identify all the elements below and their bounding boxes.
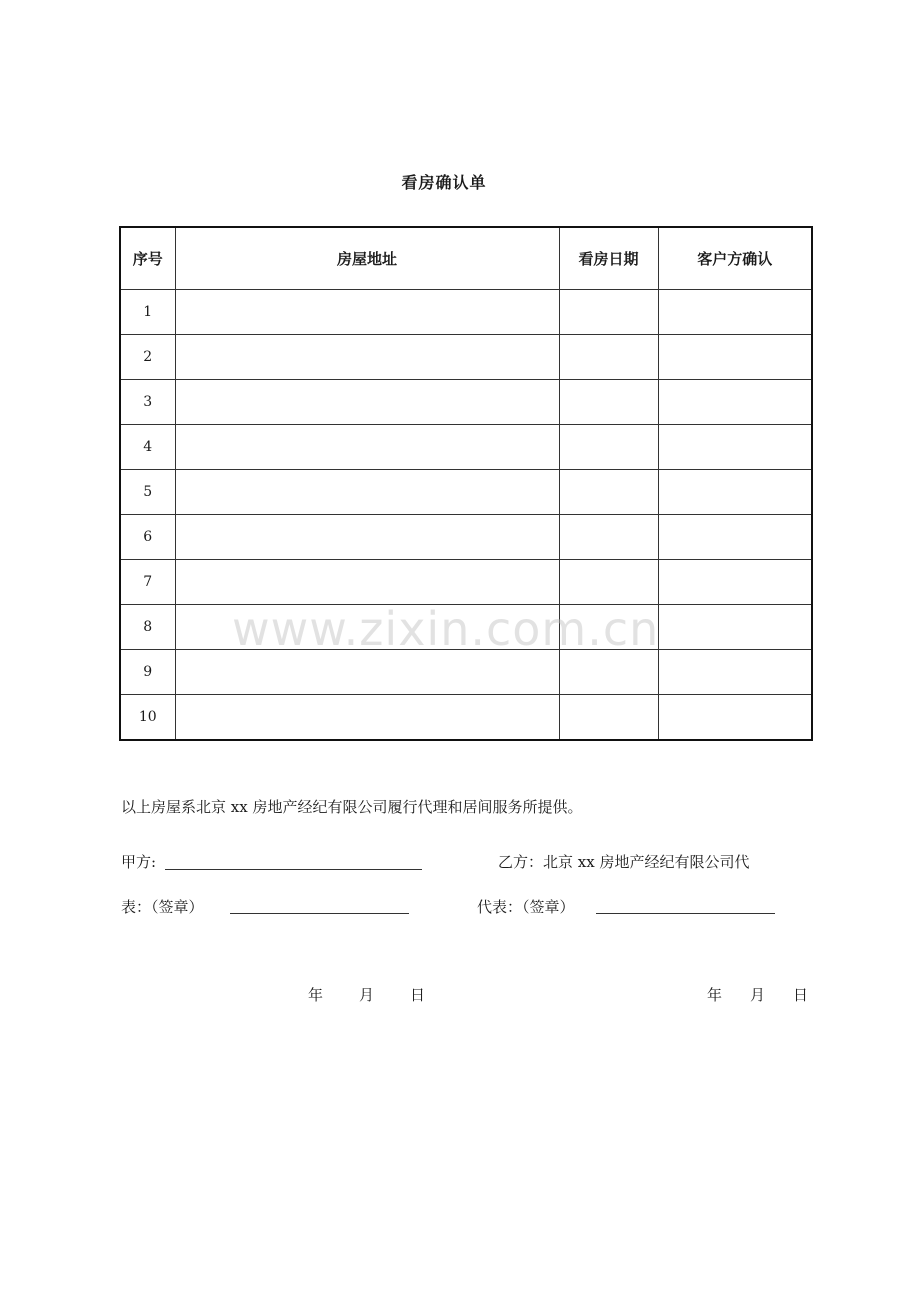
row-number: 8	[120, 605, 175, 650]
confirm-cell[interactable]	[658, 380, 812, 425]
table-row	[120, 290, 812, 335]
table-row	[120, 695, 812, 741]
date-cell[interactable]	[559, 425, 658, 470]
address-cell[interactable]	[175, 560, 559, 605]
table-row	[120, 425, 812, 470]
date-cell[interactable]	[559, 560, 658, 605]
address-cell[interactable]	[175, 695, 559, 741]
address-cell[interactable]	[175, 425, 559, 470]
table-row	[120, 560, 812, 605]
confirm-cell[interactable]	[658, 335, 812, 380]
table-row	[120, 380, 812, 425]
row-number: 4	[120, 425, 175, 470]
provision-statement: 以上房屋系北京 xx 房地产经纪有限公司履行代理和居间服务所提供。	[121, 798, 583, 816]
address-cell[interactable]	[175, 650, 559, 695]
header-address: 房屋地址	[175, 227, 559, 290]
address-cell[interactable]	[175, 605, 559, 650]
table-row	[120, 515, 812, 560]
row-number: 2	[120, 335, 175, 380]
table-row	[120, 335, 812, 380]
date-cell[interactable]	[559, 605, 658, 650]
confirm-cell[interactable]	[658, 695, 812, 741]
confirm-cell[interactable]	[658, 425, 812, 470]
party-b-rep-signature-line[interactable]	[596, 913, 775, 914]
date-cell[interactable]	[559, 335, 658, 380]
party-b-rep-label: 代表：（签章）	[477, 898, 575, 916]
row-number: 9	[120, 650, 175, 695]
row-number: 3	[120, 380, 175, 425]
row-number: 10	[120, 695, 175, 741]
date-cell[interactable]	[559, 380, 658, 425]
table-row	[120, 470, 812, 515]
date-cell[interactable]	[559, 290, 658, 335]
date-cell[interactable]	[559, 695, 658, 741]
address-cell[interactable]	[175, 470, 559, 515]
address-cell[interactable]	[175, 290, 559, 335]
address-cell[interactable]	[175, 335, 559, 380]
party-b-date-day: 日	[793, 986, 809, 1004]
address-cell[interactable]	[175, 515, 559, 560]
table-header-row	[120, 227, 812, 290]
party-a-signature-line[interactable]	[165, 869, 422, 870]
party-a-label: 甲方:	[121, 853, 157, 871]
date-cell[interactable]	[559, 650, 658, 695]
document-title: 看房确认单	[401, 173, 487, 192]
confirm-cell[interactable]	[658, 560, 812, 605]
party-b-date-year: 年	[707, 986, 723, 1004]
party-b-text: 乙方：北京 xx 房地产经纪有限公司代	[498, 853, 750, 871]
confirm-cell[interactable]	[658, 605, 812, 650]
date-cell[interactable]	[559, 515, 658, 560]
date-cell[interactable]	[559, 470, 658, 515]
confirm-cell[interactable]	[658, 290, 812, 335]
confirm-cell[interactable]	[658, 470, 812, 515]
header-serial: 序号	[120, 227, 175, 290]
confirm-cell[interactable]	[658, 515, 812, 560]
table-row	[120, 605, 812, 650]
row-number: 6	[120, 515, 175, 560]
row-number: 7	[120, 560, 175, 605]
party-a-date-day: 日	[410, 986, 426, 1004]
party-b-date-month: 月	[750, 986, 766, 1004]
header-date: 看房日期	[559, 227, 658, 290]
confirm-cell[interactable]	[658, 650, 812, 695]
party-a-date-month: 月	[359, 986, 375, 1004]
party-a-date-year: 年	[308, 986, 324, 1004]
viewing-confirmation-table	[119, 226, 813, 741]
party-a-rep-label: 表：（签章）	[121, 898, 204, 916]
watermark: www.zixin.com.cn	[232, 602, 660, 656]
table-row	[120, 650, 812, 695]
row-number: 5	[120, 470, 175, 515]
row-number: 1	[120, 290, 175, 335]
header-client-confirm: 客户方确认	[658, 227, 812, 290]
address-cell[interactable]	[175, 380, 559, 425]
party-a-rep-signature-line[interactable]	[230, 913, 409, 914]
